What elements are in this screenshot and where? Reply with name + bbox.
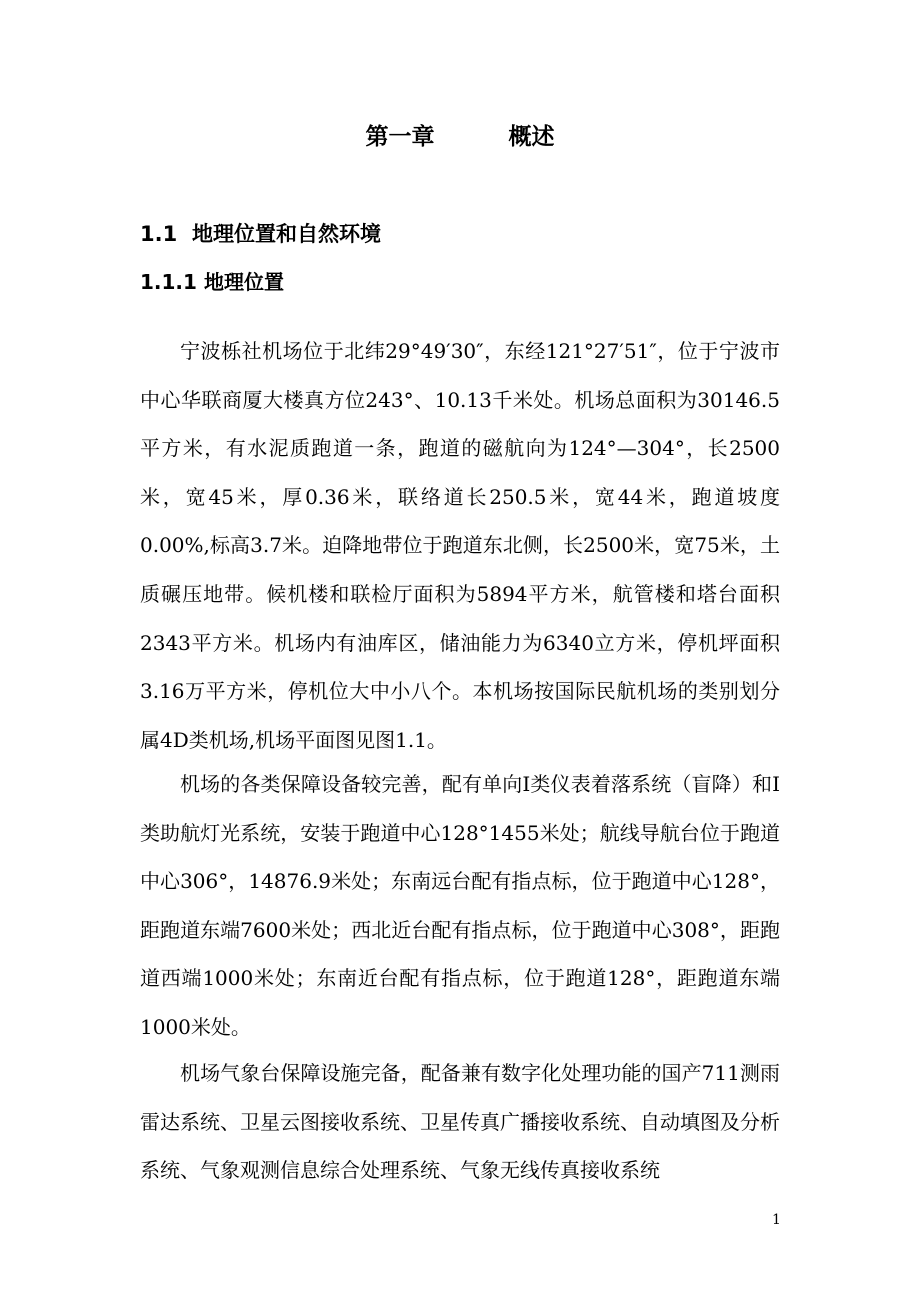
body-paragraph: 机场气象台保障设施完备，配备兼有数字化处理功能的国产711测雨雷达系统、卫星云图接收系统、卫星传真广播接收系统、自动填图及分析系统、气象观测信息综合处理系统、气象无线传真接收系统 — [140, 1061, 780, 1183]
subsection-number: 1.1.1 — [140, 270, 197, 294]
chapter-title — [0, 118, 920, 151]
body-paragraph: 宁波栎社机场位于北纬29°49′30″，东经121°27′51″，位于宁波市中心华联商厦大楼真方位243°、10.13千米处。机场总面积为30146.5平方米，有水泥质跑道一条，跑道的磁航向为124°—304°，长2500米，宽45米，厚0.36米，联络道长250.5米，宽44米，跑道坡度0.00%,标高3.7米。迫降地带位于跑道东北侧，长2500米，宽75米，土质碾压地带。候机楼和联检厅面积为5894平方米，航管楼和塔台面积2343平方米。机场内有油库区，储油能力为6340立方米，停机坪面积3.16万平方米，停机位大中小八个。本机场按国际民航机场的类别划分属4D类机场,机场平面图见图1.1。 — [140, 339, 780, 752]
section-title: 地理位置和自然环境 — [192, 222, 381, 246]
body-paragraph: 机场的各类保障设备较完善，配有单向I类仪表着落系统（盲降）和I类助航灯光系统，安装于跑道中心128°1455米处；航线导航台位于跑道中心306°，14876.9米处；东南远台配有指点标，位于跑道中心128°，距跑道东端7600米处；西北近台配有指点标，位于跑道中心308°，距跑道西端1000米处；东南近台配有指点标，位于跑道128°，距跑道东端1000米处。 — [140, 772, 780, 1039]
page-number: 1 — [772, 1212, 781, 1228]
subsection-title: 地理位置 — [204, 270, 284, 294]
chapter-label: 第一章 — [365, 124, 435, 150]
section-heading — [140, 218, 381, 248]
chapter-name: 概述 — [508, 124, 555, 150]
section-number: 1.1 — [140, 222, 178, 246]
subsection-heading — [140, 266, 284, 295]
